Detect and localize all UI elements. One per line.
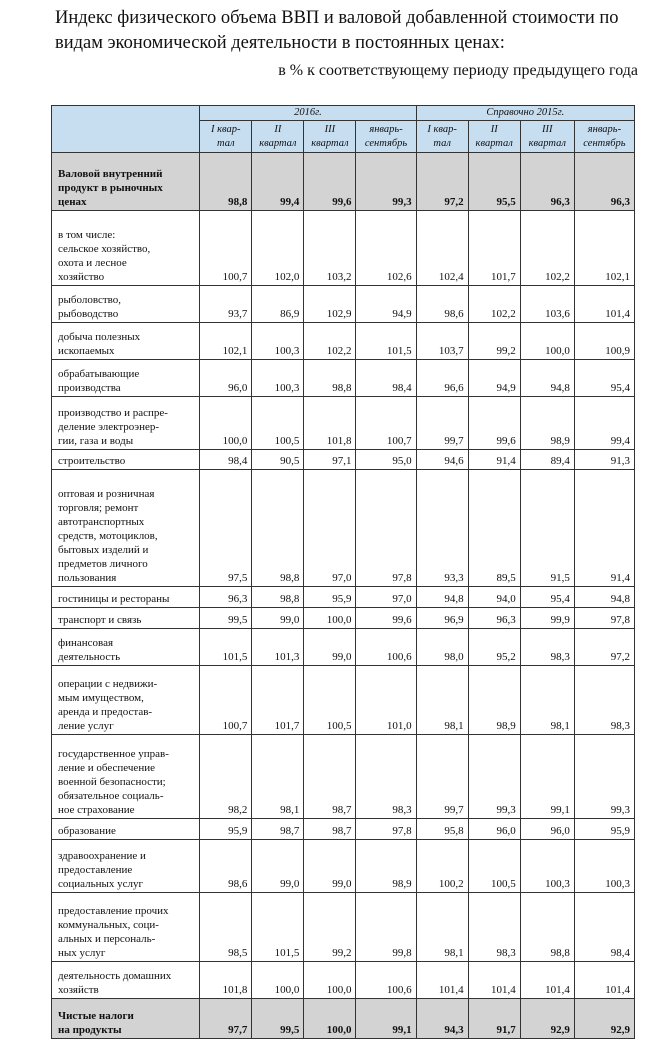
table-cell: 98,9 xyxy=(468,666,520,735)
table-cell: 100,0 xyxy=(200,397,252,450)
table-cell: 97,8 xyxy=(574,608,634,629)
table-cell: 91,5 xyxy=(520,470,574,587)
table-cell: 100,2 xyxy=(416,840,468,893)
table-cell: 99,5 xyxy=(200,608,252,629)
table-cell: 99,1 xyxy=(356,999,416,1039)
table-cell: 98,1 xyxy=(416,893,468,962)
table-row xyxy=(52,735,635,819)
table-cell: 96,6 xyxy=(416,360,468,397)
table-cell: 98,6 xyxy=(200,840,252,893)
row-label: обрабатывающие производства xyxy=(52,360,200,397)
table-cell: 94,8 xyxy=(520,360,574,397)
table-cell: 94,0 xyxy=(468,587,520,608)
table-cell: 93,7 xyxy=(200,286,252,323)
table-cell: 102,0 xyxy=(252,211,304,286)
table-row xyxy=(52,819,635,840)
table-cell: 100,3 xyxy=(574,840,634,893)
table-cell: 103,7 xyxy=(416,323,468,360)
table-cell: 99,4 xyxy=(574,397,634,450)
table-cell: 98,7 xyxy=(304,819,356,840)
table-cell: 98,4 xyxy=(356,360,416,397)
table-cell: 97,5 xyxy=(200,470,252,587)
table-cell: 95,8 xyxy=(416,819,468,840)
row-label: гостиницы и рестораны xyxy=(52,587,200,608)
header-col-0: I квар- тал xyxy=(200,121,252,153)
table-cell: 99,3 xyxy=(574,735,634,819)
table-cell: 98,8 xyxy=(520,893,574,962)
table-cell: 99,6 xyxy=(304,153,356,211)
table-cell: 92,9 xyxy=(520,999,574,1039)
table-row xyxy=(52,360,635,397)
table-cell: 98,8 xyxy=(252,587,304,608)
table-row xyxy=(52,450,635,470)
table-cell: 98,4 xyxy=(200,450,252,470)
row-label: в том числе: сельское хозяйство, охота и лесное хозяйство xyxy=(52,211,200,286)
table-cell: 98,4 xyxy=(574,893,634,962)
gdp-index-table xyxy=(51,105,635,1039)
table-cell: 100,0 xyxy=(252,962,304,999)
table-cell: 100,9 xyxy=(574,323,634,360)
row-label: оптовая и розничная торговля; ремонт автотранспортных средств, мотоциклов, бытовых изделий и предметов личного пользования xyxy=(52,470,200,587)
table-cell: 96,0 xyxy=(200,360,252,397)
header-col-6: III квартал xyxy=(520,121,574,153)
table-cell: 99,0 xyxy=(252,840,304,893)
table-cell: 102,2 xyxy=(468,286,520,323)
table-cell: 99,5 xyxy=(252,999,304,1039)
table-cell: 99,0 xyxy=(304,840,356,893)
table-row xyxy=(52,587,635,608)
table-cell: 100,5 xyxy=(468,840,520,893)
table-cell: 101,3 xyxy=(252,629,304,666)
table-cell: 98,8 xyxy=(252,470,304,587)
row-label: строительство xyxy=(52,450,200,470)
table-cell: 98,1 xyxy=(520,666,574,735)
row-label: финансовая деятельность xyxy=(52,629,200,666)
header-col-5: II квартал xyxy=(468,121,520,153)
table-cell: 101,8 xyxy=(304,397,356,450)
header-col-4: I квар- тал xyxy=(416,121,468,153)
table-cell: 101,4 xyxy=(574,962,634,999)
table-cell: 99,2 xyxy=(304,893,356,962)
table-cell: 90,5 xyxy=(252,450,304,470)
table-cell: 98,3 xyxy=(574,666,634,735)
table-cell: 99,6 xyxy=(356,608,416,629)
table-cell: 91,3 xyxy=(574,450,634,470)
table-cell: 86,9 xyxy=(252,286,304,323)
row-label: производство и распре- деление электроэнер- гии, газа и воды xyxy=(52,397,200,450)
header-group-2016: 2016г. xyxy=(200,106,416,121)
table-row xyxy=(52,397,635,450)
table-cell: 99,1 xyxy=(520,735,574,819)
row-label: операции с недвижи- мым имуществом, аренда и предостав- ление услуг xyxy=(52,666,200,735)
table-cell: 103,6 xyxy=(520,286,574,323)
table-cell: 93,3 xyxy=(416,470,468,587)
table-cell: 101,4 xyxy=(574,286,634,323)
table-cell: 102,1 xyxy=(200,323,252,360)
table-cell: 101,4 xyxy=(416,962,468,999)
table-cell: 96,3 xyxy=(468,608,520,629)
table-cell: 100,7 xyxy=(200,666,252,735)
table-cell: 91,7 xyxy=(468,999,520,1039)
table-cell: 97,2 xyxy=(574,629,634,666)
table-cell: 99,3 xyxy=(356,153,416,211)
table-cell: 100,5 xyxy=(252,397,304,450)
table-cell: 94,3 xyxy=(416,999,468,1039)
table-cell: 96,3 xyxy=(200,587,252,608)
table-cell: 92,9 xyxy=(574,999,634,1039)
table-cell: 101,5 xyxy=(200,629,252,666)
table-cell: 97,0 xyxy=(356,587,416,608)
row-label: рыболовство, рыбоводство xyxy=(52,286,200,323)
table-row xyxy=(52,999,635,1039)
table-cell: 102,6 xyxy=(356,211,416,286)
row-label: деятельность домашних хозяйств xyxy=(52,962,200,999)
table-cell: 97,8 xyxy=(356,470,416,587)
table-cell: 97,2 xyxy=(416,153,468,211)
table-cell: 101,7 xyxy=(468,211,520,286)
table-cell: 95,2 xyxy=(468,629,520,666)
table-cell: 89,5 xyxy=(468,470,520,587)
row-label: Чистые налоги на продукты xyxy=(52,999,200,1039)
table-cell: 96,0 xyxy=(468,819,520,840)
table-cell: 94,6 xyxy=(416,450,468,470)
table-cell: 94,8 xyxy=(574,587,634,608)
table-row xyxy=(52,211,635,286)
header-col-2: III квартал xyxy=(304,121,356,153)
header-col-7: январь- сентябрь xyxy=(574,121,634,153)
row-label: Валовой внутренний продукт в рыночных ценах xyxy=(52,153,200,211)
table-cell: 96,3 xyxy=(574,153,634,211)
table-cell: 91,4 xyxy=(574,470,634,587)
table-cell: 98,3 xyxy=(356,735,416,819)
table-cell: 98,7 xyxy=(304,735,356,819)
table-cell: 95,9 xyxy=(200,819,252,840)
table-cell: 97,0 xyxy=(304,470,356,587)
row-label: здравоохранение и предоставление социальных услуг xyxy=(52,840,200,893)
table-cell: 96,3 xyxy=(520,153,574,211)
table-cell: 95,4 xyxy=(574,360,634,397)
table-cell: 102,4 xyxy=(416,211,468,286)
row-label: предоставление прочих коммунальных, соци- альных и персональ- ных услуг xyxy=(52,893,200,962)
table-cell: 100,3 xyxy=(520,840,574,893)
table-cell: 94,9 xyxy=(356,286,416,323)
table-cell: 98,9 xyxy=(356,840,416,893)
table-row xyxy=(52,608,635,629)
table-cell: 100,5 xyxy=(304,666,356,735)
table-cell: 94,9 xyxy=(468,360,520,397)
table-cell: 99,0 xyxy=(304,629,356,666)
table-cell: 103,2 xyxy=(304,211,356,286)
table-cell: 95,9 xyxy=(304,587,356,608)
table-cell: 97,8 xyxy=(356,819,416,840)
table-cell: 100,7 xyxy=(356,397,416,450)
table-cell: 95,9 xyxy=(574,819,634,840)
header-col-1: II квартал xyxy=(252,121,304,153)
table-cell: 99,4 xyxy=(252,153,304,211)
table-cell: 102,1 xyxy=(574,211,634,286)
table-cell: 100,0 xyxy=(304,962,356,999)
table-cell: 98,2 xyxy=(200,735,252,819)
table-cell: 101,4 xyxy=(520,962,574,999)
table-row xyxy=(52,840,635,893)
table-cell: 102,2 xyxy=(304,323,356,360)
table-row xyxy=(52,153,635,211)
table-cell: 102,9 xyxy=(304,286,356,323)
table-cell: 101,5 xyxy=(356,323,416,360)
table-row xyxy=(52,323,635,360)
table-cell: 98,8 xyxy=(200,153,252,211)
table-cell: 100,6 xyxy=(356,962,416,999)
table-cell: 100,0 xyxy=(520,323,574,360)
table-cell: 98,3 xyxy=(468,893,520,962)
table-cell: 100,6 xyxy=(356,629,416,666)
table-cell: 99,6 xyxy=(468,397,520,450)
table-cell: 99,0 xyxy=(252,608,304,629)
table-cell: 94,8 xyxy=(416,587,468,608)
row-label: транспорт и связь xyxy=(52,608,200,629)
table-cell: 99,8 xyxy=(356,893,416,962)
table-cell: 98,9 xyxy=(520,397,574,450)
table-cell: 98,7 xyxy=(252,819,304,840)
table-cell: 98,1 xyxy=(252,735,304,819)
table-cell: 99,7 xyxy=(416,397,468,450)
table-cell: 96,9 xyxy=(416,608,468,629)
table-cell: 99,9 xyxy=(520,608,574,629)
table-cell: 99,2 xyxy=(468,323,520,360)
table-cell: 96,0 xyxy=(520,819,574,840)
table-cell: 98,8 xyxy=(304,360,356,397)
row-label: образование xyxy=(52,819,200,840)
table-cell: 101,5 xyxy=(252,893,304,962)
table-cell: 101,7 xyxy=(252,666,304,735)
row-label: государственное управ- ление и обеспечение военной безопасности; обязательное социаль- ное страхование xyxy=(52,735,200,819)
table-cell: 99,3 xyxy=(468,735,520,819)
table-cell: 98,5 xyxy=(200,893,252,962)
table-cell: 99,7 xyxy=(416,735,468,819)
table-subtitle: в % к соответствующему периоду предыдущего года xyxy=(278,62,638,79)
table-row xyxy=(52,286,635,323)
table-cell: 101,4 xyxy=(468,962,520,999)
row-label: добыча полезных ископаемых xyxy=(52,323,200,360)
table-cell: 98,6 xyxy=(416,286,468,323)
table-cell: 95,4 xyxy=(520,587,574,608)
table-cell: 100,0 xyxy=(304,999,356,1039)
header-col-3: январь- сентябрь xyxy=(356,121,416,153)
table-cell: 95,0 xyxy=(356,450,416,470)
table-cell: 101,8 xyxy=(200,962,252,999)
header-corner xyxy=(52,106,200,153)
table-row xyxy=(52,962,635,999)
page-title: Индекс физического объема ВВП и валовой добавленной стоимости по видам экономической деятельности в постоянных ценах: xyxy=(55,8,619,53)
table-cell: 100,7 xyxy=(200,211,252,286)
table-cell: 97,7 xyxy=(200,999,252,1039)
table-cell: 95,5 xyxy=(468,153,520,211)
table-row xyxy=(52,893,635,962)
table-cell: 97,1 xyxy=(304,450,356,470)
table-cell: 100,3 xyxy=(252,360,304,397)
table-cell: 101,0 xyxy=(356,666,416,735)
table-row xyxy=(52,629,635,666)
table-cell: 89,4 xyxy=(520,450,574,470)
table-cell: 98,1 xyxy=(416,666,468,735)
table-cell: 102,2 xyxy=(520,211,574,286)
header-group-2015: Справочно 2015г. xyxy=(416,106,634,121)
table-row xyxy=(52,666,635,735)
table-cell: 100,3 xyxy=(252,323,304,360)
table-cell: 98,3 xyxy=(520,629,574,666)
table-cell: 98,0 xyxy=(416,629,468,666)
table-cell: 100,0 xyxy=(304,608,356,629)
table-cell: 91,4 xyxy=(468,450,520,470)
table-row xyxy=(52,470,635,587)
